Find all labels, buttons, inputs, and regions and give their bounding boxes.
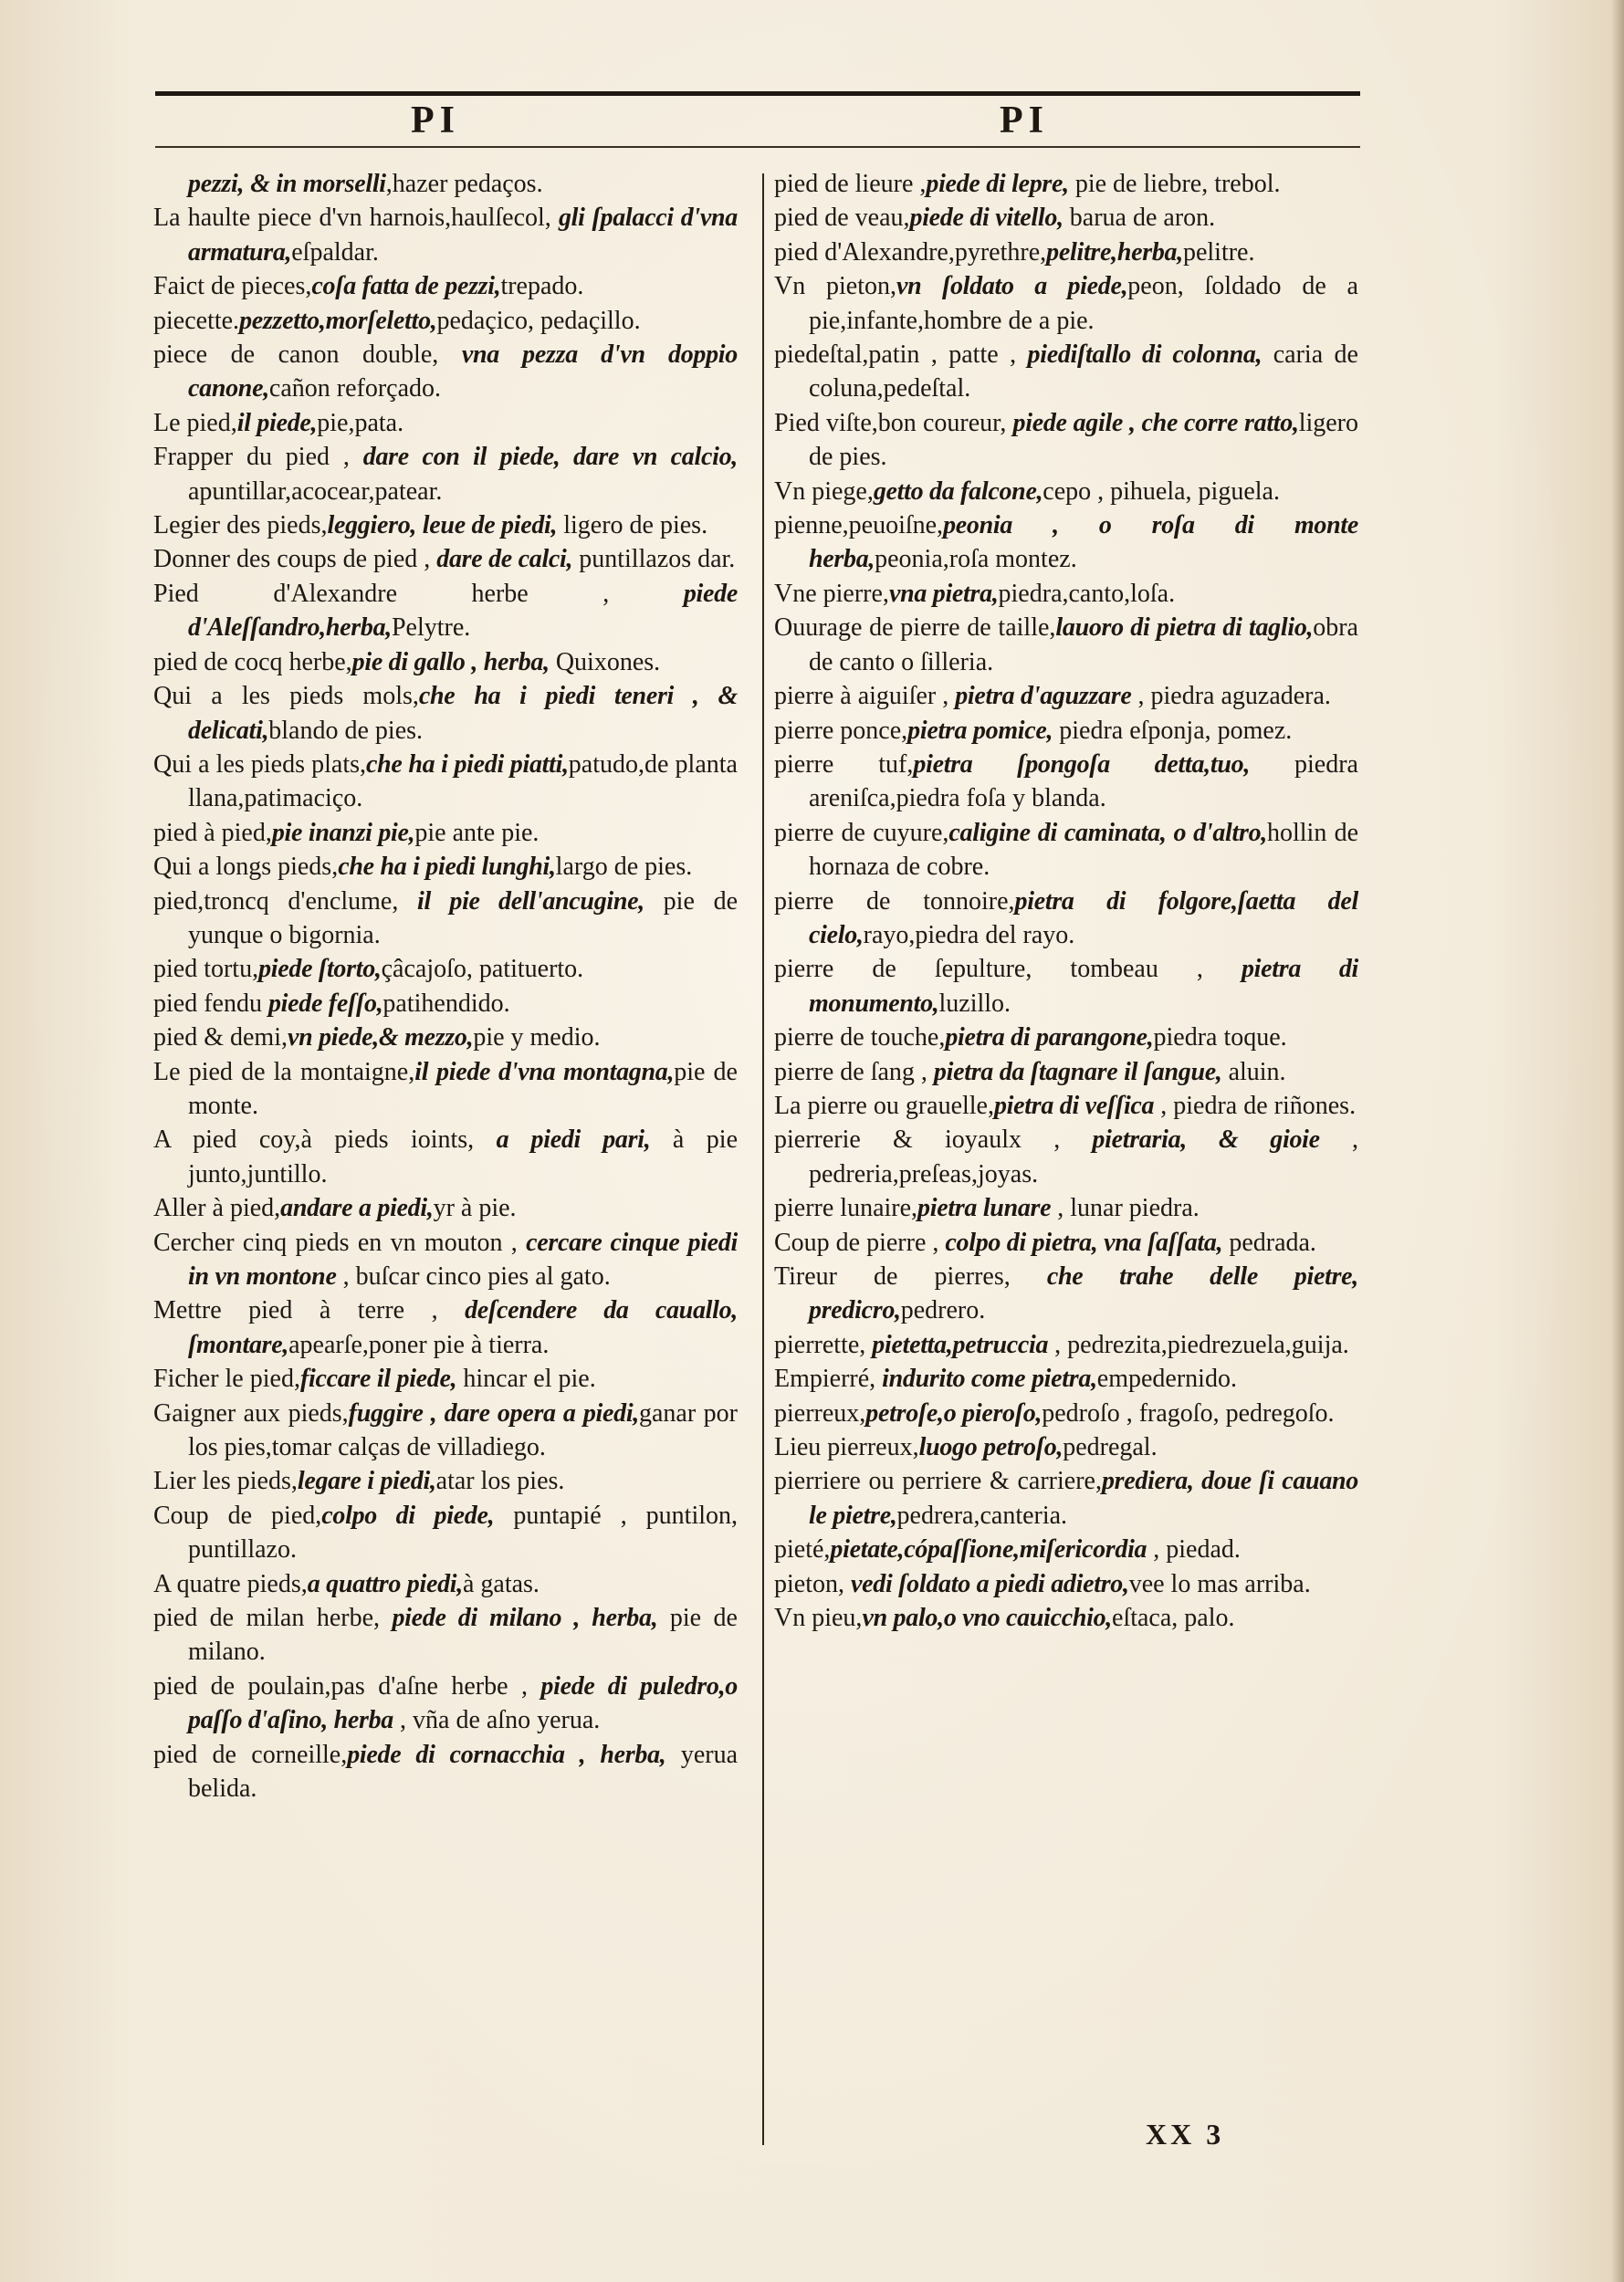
entry-text: pied de cocq herbe, — [153, 647, 352, 676]
entry-text: pied d'Alexandre,pyrethre, — [774, 237, 1047, 267]
entry-text: , piedra aguzadera. — [1131, 682, 1331, 711]
italian-gloss: pelitre,herba, — [1046, 237, 1183, 267]
entry-text: pierre à aiguiſer , — [774, 682, 956, 711]
entry-text: Qui a les pieds plats, — [153, 749, 367, 779]
italian-gloss: pietetta,petruccia — [872, 1330, 1049, 1359]
entry-text: pie,pata. — [317, 408, 404, 437]
dictionary-entry — [774, 952, 1358, 1021]
entry-text: Pied d'Alexandre herbe , — [153, 579, 684, 608]
dictionary-entry — [774, 236, 1358, 269]
italian-gloss: leggiero, leue de piedi, — [327, 511, 558, 540]
entry-text: pie de milano. — [188, 1604, 738, 1667]
dictionary-entry — [774, 475, 1358, 508]
dictionary-entry — [153, 577, 738, 645]
entry-text: aluin. — [1221, 1057, 1286, 1086]
entry-text: pedrero. — [900, 1296, 986, 1325]
entry-text: pied à pied, — [153, 818, 272, 847]
italian-gloss: piede di cornacchia , herba, — [347, 1740, 666, 1769]
entry-text: pedrera,canteria. — [896, 1501, 1068, 1530]
entry-text: à pie junto,juntillo. — [188, 1125, 739, 1188]
dictionary-entry — [153, 1464, 738, 1498]
entry-text: eſpaldar. — [291, 237, 379, 267]
dictionary-entry — [153, 1226, 738, 1294]
entry-text: blando de pies. — [268, 716, 424, 745]
dictionary-entry — [774, 1089, 1358, 1123]
dictionary-entry — [774, 1191, 1358, 1225]
entry-text: Aller à pied, — [153, 1194, 281, 1223]
entry-text: peon, ſoldado de a pie,infante,hombre de a pie. — [809, 272, 1358, 335]
dictionary-entry — [774, 406, 1358, 475]
dictionary-entry — [774, 167, 1358, 201]
entry-text: Donner des coups de pied , — [153, 545, 437, 574]
italian-gloss: vn ſoldato a piede, — [896, 272, 1128, 301]
entry-text: , lunar piedra. — [1051, 1194, 1200, 1223]
italian-gloss: gli ſpalacci d'vna armatura, — [188, 204, 738, 267]
entry-text: , piedra de riñones. — [1154, 1091, 1357, 1120]
dictionary-entry — [774, 508, 1358, 577]
dictionary-entry — [153, 645, 738, 679]
entry-text: ganar por los pies,tomar calças de villadiego. — [188, 1398, 738, 1462]
italian-gloss: pie inanzi pie, — [271, 818, 415, 847]
italian-gloss: pietraria, & gioie — [1092, 1125, 1320, 1155]
italian-gloss: lauoro di pietra di taglio, — [1055, 613, 1314, 643]
left-column — [153, 167, 738, 1806]
entry-text: Vn pieu, — [774, 1604, 863, 1633]
entry-text: Pied viſte,bon coureur, — [774, 408, 1013, 437]
italian-gloss: pietra di veſſica — [993, 1091, 1155, 1120]
entry-text: pierre tuf, — [774, 749, 914, 779]
entry-text: piedra areniſca,piedra foſa y blanda. — [809, 749, 1358, 813]
page-edge-shadow — [1611, 0, 1624, 2282]
italian-gloss: deſcendere da cauallo, ſmontare, — [188, 1296, 738, 1359]
italian-gloss: piede di lepre, — [926, 170, 1069, 198]
italian-gloss: luogo petroſo, — [918, 1433, 1063, 1462]
italian-gloss: legare i piedi, — [297, 1467, 436, 1496]
entry-text: pie de yunque o bigornia. — [188, 886, 738, 949]
entry-text: pieté, — [774, 1535, 831, 1565]
italian-gloss: pietate,cópaſſione,miſericordia — [830, 1535, 1147, 1565]
entry-text: pie de liebre, trebol. — [1068, 170, 1281, 198]
italian-gloss: il piede d'vna montagna, — [414, 1057, 675, 1086]
entry-text: pied de lieure , — [774, 170, 927, 198]
dictionary-entry — [153, 1055, 738, 1124]
italian-gloss: pietra di parangone, — [945, 1023, 1154, 1052]
dictionary-entry — [153, 850, 738, 884]
left-running-head: PI — [411, 99, 460, 141]
right-column — [774, 167, 1358, 1635]
entry-text: yr à pie. — [433, 1194, 517, 1223]
dictionary-entry — [153, 167, 738, 201]
entry-text: pierriere ou perriere & carriere, — [774, 1467, 1102, 1496]
entry-text: pied de veau, — [774, 204, 910, 233]
dictionary-entry — [153, 679, 738, 748]
entry-text: pelitre. — [1182, 237, 1255, 267]
entry-text: , buſcar cinco pies al gato. — [336, 1262, 611, 1291]
entry-text: pierre de touche, — [774, 1023, 946, 1052]
dictionary-entry — [153, 1123, 738, 1191]
column-divider — [762, 173, 764, 2145]
entry-text: piecette. — [153, 306, 240, 335]
italian-gloss: che ha i piedi lunghi, — [338, 853, 556, 882]
entry-text: pie ante pie. — [414, 818, 540, 847]
entry-text: rayo,piedra del rayo. — [863, 920, 1075, 949]
entry-text: ligero de pies. — [557, 511, 708, 540]
entry-text: cepo , pihuela, piguela. — [1043, 476, 1280, 506]
italian-gloss: che trahe delle pietre, predicro, — [809, 1262, 1358, 1325]
dictionary-entry — [774, 1055, 1358, 1089]
italian-gloss: prediera, doue ſi cauano le pietre, — [809, 1467, 1358, 1530]
entry-text: patudo,de planta llana,patimaciço. — [188, 749, 738, 813]
entry-text: piedra eſponja, pomez. — [1053, 716, 1293, 745]
dictionary-entry — [774, 577, 1358, 611]
italian-gloss: piede di milano , herba, — [392, 1604, 658, 1633]
italian-gloss: che ha i piedi piatti, — [366, 749, 569, 779]
dictionary-entry — [153, 201, 738, 269]
italian-gloss: & in morselli — [250, 170, 386, 198]
dictionary-entry — [153, 542, 738, 576]
italian-gloss: vedi ſoldato a piedi adietro, — [851, 1569, 1129, 1598]
entry-text: trepado. — [500, 272, 584, 301]
entry-text: Vn pieton, — [774, 272, 897, 301]
italian-gloss: indurito come pietra, — [882, 1365, 1097, 1394]
entry-text: ,hazer pedaços. — [385, 170, 543, 198]
entry-text: pienne,peuoiſne, — [774, 511, 944, 540]
italian-gloss: il piede, — [236, 408, 318, 437]
italian-gloss: pie di gallo , herba, — [351, 647, 550, 676]
italian-gloss: dare con il piede, dare vn calcio, — [362, 443, 738, 472]
italian-gloss: piediſtallo di colonna, — [1027, 340, 1263, 370]
italian-gloss: peonia , o roſa di monte herba, — [809, 511, 1358, 574]
italian-gloss: andare a piedi, — [280, 1194, 434, 1223]
dictionary-entry — [153, 1191, 738, 1225]
entry-text: pied & demi, — [153, 1023, 288, 1052]
entry-text: , pedreria,preſeas,joyas. — [809, 1125, 1358, 1188]
entry-text: , piedad. — [1147, 1535, 1241, 1565]
entry-text: La pierre ou grauelle, — [774, 1091, 994, 1120]
entry-text: Frapper du pied , — [153, 443, 363, 472]
entry-text: pie de monte. — [188, 1057, 738, 1120]
entry-text: Legier des pieds, — [153, 511, 328, 540]
dictionary-entry — [153, 1670, 738, 1738]
dictionary-entry — [774, 1533, 1358, 1566]
italian-gloss: pezzi, — [188, 170, 245, 198]
entry-text: obra de canto o ſilleria. — [809, 613, 1358, 676]
italian-gloss: che ha i piedi teneri , & delicati, — [188, 682, 738, 745]
entry-text: pied de milan herbe, — [153, 1604, 393, 1633]
dictionary-entry — [153, 406, 738, 440]
dictionary-entry — [153, 338, 738, 406]
dictionary-entry — [774, 611, 1358, 679]
entry-text: pierre lunaire, — [774, 1194, 918, 1223]
entry-text: A quatre pieds, — [153, 1569, 308, 1598]
entry-text: Vn piege, — [774, 476, 874, 506]
right-running-head: PI — [1000, 99, 1049, 141]
italian-gloss: vn palo,o vno cauicchio, — [862, 1604, 1113, 1633]
entry-text: pie y medio. — [473, 1023, 601, 1052]
header-rule — [155, 146, 1360, 148]
entry-text: yerua belida. — [188, 1740, 738, 1804]
italian-gloss: colpo di pietra, vna ſaſſata, — [945, 1228, 1223, 1257]
entry-text: pierre de ſepulture, tombeau , — [774, 955, 1242, 984]
entry-text: hincar el pie. — [456, 1365, 596, 1394]
dictionary-entry — [153, 952, 738, 986]
dictionary-entry — [153, 508, 738, 542]
dictionary-entry — [774, 885, 1358, 953]
dictionary-entry — [153, 1362, 738, 1396]
entry-text: Pelytre. — [391, 613, 471, 643]
dictionary-entry — [153, 1397, 738, 1465]
dictionary-entry — [774, 1123, 1358, 1191]
entry-text: puntillazos dar. — [572, 545, 736, 574]
dictionary-entry — [153, 304, 738, 338]
dictionary-entry — [774, 1430, 1358, 1464]
entry-text: piedeſtal,patin , patte , — [774, 340, 1028, 370]
italian-gloss: petroſe,o pieroſo, — [865, 1398, 1043, 1428]
dictionary-entry — [153, 1567, 738, 1601]
italian-gloss: cercare cinque piedi in vn montone — [188, 1228, 738, 1291]
italian-gloss: piede feſſo, — [267, 989, 383, 1018]
italian-gloss: ficcare il piede, — [299, 1365, 457, 1394]
entry-text: peonia,roſa montez. — [875, 545, 1077, 574]
dictionary-entry — [153, 269, 738, 303]
entry-text: patihendido. — [382, 989, 510, 1018]
entry-text: pedregal. — [1063, 1433, 1158, 1462]
entry-text: , pedrezita,piedrezuela,guija. — [1048, 1330, 1349, 1359]
dictionary-entry — [153, 1293, 738, 1362]
entry-text: caria de coluna,pedeſtal. — [809, 340, 1358, 403]
italian-gloss: a piedi pari, — [496, 1125, 651, 1155]
entry-text: cañon reforçado. — [268, 374, 442, 403]
dictionary-entry — [774, 1260, 1358, 1328]
entry-text: pedroſo , fragoſo, pedregoſo. — [1042, 1398, 1335, 1428]
entry-text: pierreux, — [774, 1398, 866, 1428]
italian-gloss: pietra pomice, — [907, 716, 1053, 745]
italian-gloss: coſa fatta de pezzi, — [311, 272, 501, 301]
entry-text: atar los pies. — [435, 1467, 565, 1496]
italian-gloss: pietra d'aguzzare — [955, 682, 1132, 711]
entry-text: Le pied, — [153, 408, 237, 437]
entry-text: pied,troncq d'enclume, — [153, 886, 418, 916]
dictionary-entry — [774, 1362, 1358, 1396]
entry-text: Empierré, — [774, 1365, 883, 1394]
italian-gloss: colpo di piede, — [321, 1501, 495, 1530]
dictionary-entry — [774, 679, 1358, 713]
entry-text: pierre ponce, — [774, 716, 908, 745]
italian-gloss: pietra di monumento, — [809, 955, 1358, 1018]
dictionary-entry — [774, 201, 1358, 235]
italian-gloss: pietra da ſtagnare il ſangue, — [933, 1057, 1222, 1086]
entry-text: apearſe,poner pie à tierra. — [288, 1330, 550, 1359]
entry-text: pierrette, — [774, 1330, 873, 1359]
italian-gloss: piede di puledro,o paſſo d'aſino, herba — [188, 1671, 738, 1735]
entry-text: piece de canon double, — [153, 340, 462, 370]
dictionary-entry — [774, 1464, 1358, 1533]
entry-text: pied tortu, — [153, 955, 259, 984]
entry-text: pierre de ſang , — [774, 1057, 934, 1086]
dictionary-entry — [153, 440, 738, 508]
entry-text: Gaigner aux pieds, — [153, 1398, 349, 1428]
italian-gloss: pezzetto,morſeletto, — [239, 306, 437, 335]
entry-text: Lieu pierreux, — [774, 1433, 919, 1462]
italian-gloss: piede d'Aleſſandro,herba, — [188, 579, 738, 643]
entry-text: pedaçico, pedaçillo. — [436, 306, 641, 335]
italian-gloss: pietra lunare — [917, 1194, 1052, 1223]
entry-text: hollin de hornaza de cobre. — [809, 818, 1359, 882]
entry-text: luzillo. — [938, 989, 1011, 1018]
entry-text: piedra toque. — [1153, 1023, 1287, 1052]
dictionary-entry — [153, 748, 738, 816]
dictionary-entry — [774, 816, 1358, 885]
entry-text: Le pied de la montaigne, — [153, 1057, 415, 1086]
italian-gloss: pietra di folgore,ſaetta del cielo, — [809, 886, 1358, 949]
entry-text: piedra,canto,loſa. — [998, 579, 1176, 608]
entry-text: Qui a longs pieds, — [153, 853, 339, 882]
signature-mark: XX 3 — [1146, 2118, 1225, 2151]
entry-text: Lier les pieds, — [153, 1467, 298, 1496]
entry-text: Quixones. — [549, 647, 661, 676]
entry-text: La haulte piece d'vn harnois,haulſecol, — [153, 204, 559, 233]
italian-gloss: piede agile , che corre ratto, — [1012, 408, 1299, 437]
top-rule — [155, 91, 1360, 96]
italian-gloss: a quattro piedi, — [307, 1569, 463, 1598]
italian-gloss: vn piede,& mezzo, — [287, 1023, 474, 1052]
entry-text: Ficher le pied, — [153, 1365, 300, 1394]
entry-text: largo de pies. — [555, 853, 693, 882]
dictionary-entry — [774, 1397, 1358, 1430]
italian-gloss: fuggire , dare opera a piedi, — [348, 1398, 639, 1428]
dictionary-entry — [153, 816, 738, 850]
entry-text: pierre de tonnoire, — [774, 886, 1015, 916]
dictionary-entry — [153, 1499, 738, 1567]
entry-text: Mettre pied à terre , — [153, 1296, 466, 1325]
entry-text: pierrerie & ioyaulx , — [774, 1125, 1093, 1155]
dictionary-entry — [153, 987, 738, 1021]
dictionary-entry — [774, 269, 1358, 338]
entry-text: pierre de cuyure, — [774, 818, 949, 847]
dictionary-entry — [153, 1601, 738, 1670]
entry-text: eſtaca, palo. — [1112, 1604, 1235, 1633]
dictionary-entry — [774, 1021, 1358, 1054]
dictionary-entry — [153, 1021, 738, 1054]
entry-text: Vne pierre, — [774, 579, 889, 608]
italian-gloss: vna pezza d'vn doppio canone, — [188, 340, 738, 403]
dictionary-entry — [774, 714, 1358, 748]
entry-text: vee lo mas arriba. — [1128, 1569, 1311, 1598]
entry-text: Coup de pied, — [153, 1501, 322, 1530]
italian-gloss: dare de calci, — [436, 545, 573, 574]
entry-text: apuntillar,acocear,patear. — [188, 476, 443, 506]
entry-text: pedrada. — [1222, 1228, 1316, 1257]
italian-gloss: piede ſtorto, — [258, 955, 382, 984]
dictionary-entry — [774, 1601, 1358, 1635]
italian-gloss: il pie dell'ancugine, — [417, 886, 644, 916]
entry-text: pied de corneille, — [153, 1740, 348, 1769]
entry-text: , vña de aſno yerua. — [393, 1706, 601, 1735]
entry-text: barua de aron. — [1063, 204, 1216, 233]
entry-text: Cercher cinq pieds en vn mouton , — [153, 1228, 527, 1257]
dictionary-entry — [774, 748, 1358, 816]
entry-text: puntapié , puntilon, puntillazo. — [188, 1501, 739, 1565]
entry-text: Coup de pierre , — [774, 1228, 946, 1257]
entry-text: pieton, — [774, 1569, 851, 1598]
dictionary-entry — [774, 1328, 1358, 1362]
entry-text: pied de poulain,pas d'aſne herbe , — [153, 1671, 541, 1701]
italian-gloss: getto da falcone, — [873, 476, 1043, 506]
italian-gloss: pietra ſpongoſa detta,tuo, — [913, 749, 1251, 779]
entry-text: Tireur de pierres, — [774, 1262, 1047, 1291]
italian-gloss: vna pietra, — [888, 579, 999, 608]
italian-gloss: piede di vitello, — [909, 204, 1063, 233]
entry-text: ligero de pies. — [809, 408, 1358, 472]
dictionary-entry — [774, 1567, 1358, 1601]
entry-text: Qui a les pieds mols, — [153, 682, 419, 711]
entry-text: A pied coy,à pieds ioints, — [153, 1125, 497, 1155]
dictionary-entry — [774, 1226, 1358, 1260]
italian-gloss: caligine di caminata, o d'altro, — [948, 818, 1267, 847]
entry-text: à gatas. — [462, 1569, 540, 1598]
entry-text: Ouurage de pierre de taille, — [774, 613, 1056, 643]
dictionary-entry — [774, 338, 1358, 406]
entry-text: çâcajoſo, patituerto. — [381, 955, 584, 984]
dictionary-entry — [153, 1738, 738, 1806]
entry-text: pied fendu — [153, 989, 268, 1018]
entry-text: Faict de pieces, — [153, 272, 312, 301]
dictionary-entry — [153, 885, 738, 953]
entry-text: empedernido. — [1096, 1365, 1237, 1394]
